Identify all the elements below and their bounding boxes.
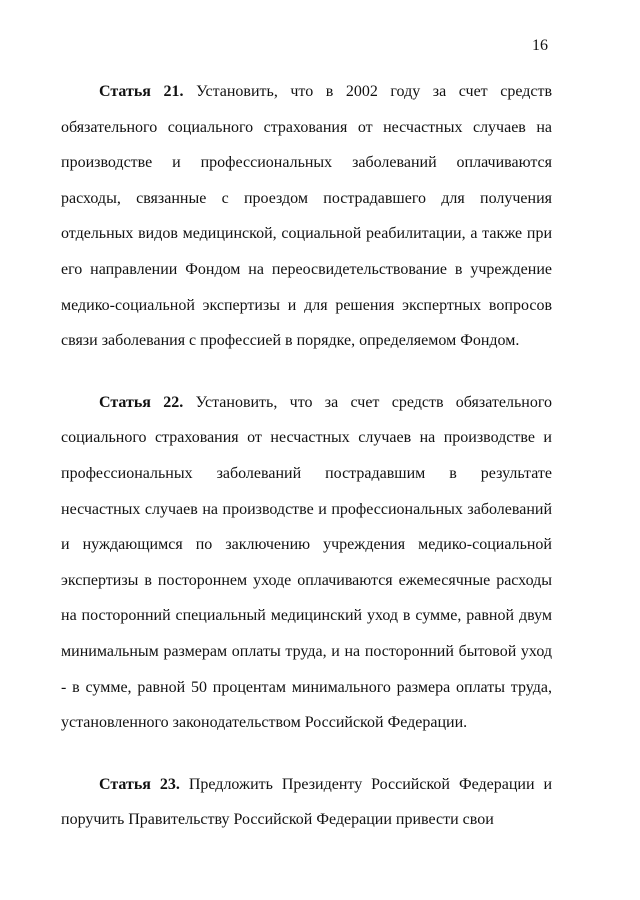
article-title: Статья 23.: [99, 775, 180, 793]
article-text: Установить, что в 2002 году за счет средств обязательного социального страхования от несчастных случаев на производстве и профессиональных заболеваний оплачиваются расходы, связанные с проездом пострадавшего для получения отдельных видов медицинской, социальной реабилитации, а также при его направлении Фондом на переосвидетельствование в учреждение медико-социальной экспертизы и для решения экспертных вопросов связи заболевания с профессией в порядке, определяемом Фондом.: [61, 83, 552, 350]
article-22: [61, 385, 552, 741]
article-title: Статья 21.: [99, 83, 184, 100]
article-21: [61, 74, 552, 359]
article-text: Установить, что за счет средств обязательного социального страхования от несчастных случаев на производстве и профессиональных заболеваний пострадавшим в результате несчастных случаев на производстве и профессиональных заболеваний и нуждающимся по заключению учреждения медико-социальной экспертизы в постороннем уходе оплачиваются ежемесячные расходы на посторонний специальный медицинский уход в сумме, равной двум минимальным размерам оплаты труда, и на посторонний бытовой уход - в сумме, равной 50 процентам минимального размера оплаты труда, установленного законодательством Российской Федерации.: [61, 393, 553, 732]
article-23: [61, 767, 552, 838]
page-number: 16: [532, 37, 548, 54]
article-title: Статья 22.: [99, 393, 184, 411]
document-body: [61, 74, 552, 838]
article-text: Предложить Президенту Российской Федерации и поручить Правительству Российской Федерации привести свои: [61, 775, 553, 829]
